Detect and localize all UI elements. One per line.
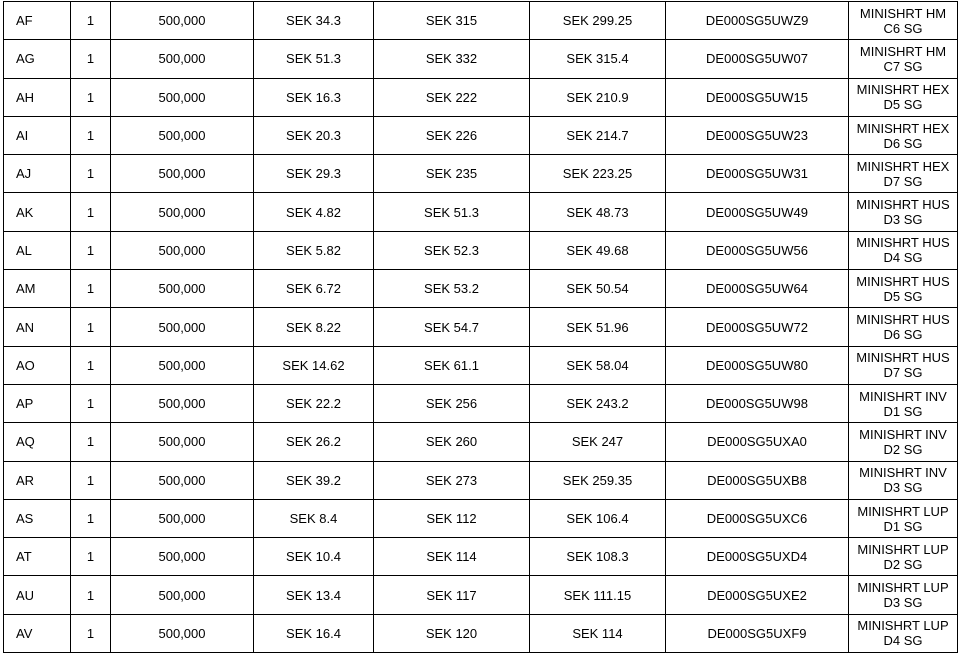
- cell-price-3: SEK 243.2: [530, 384, 666, 422]
- cell-code: AI: [4, 116, 71, 154]
- cell-ratio: 1: [71, 2, 111, 40]
- cell-ratio: 1: [71, 346, 111, 384]
- cell-price-2: SEK 61.1: [374, 346, 530, 384]
- cell-quantity: 500,000: [111, 155, 254, 193]
- cell-code: AK: [4, 193, 71, 231]
- cell-ratio: 1: [71, 423, 111, 461]
- table-row: [4, 461, 958, 499]
- cell-code: AP: [4, 384, 71, 422]
- cell-price-3: SEK 114: [530, 614, 666, 652]
- cell-price-2: SEK 256: [374, 384, 530, 422]
- table-row: [4, 538, 958, 576]
- table-body: [4, 2, 958, 653]
- cell-isin: DE000SG5UW98: [666, 384, 849, 422]
- cell-isin: DE000SG5UXD4: [666, 538, 849, 576]
- table-row: [4, 384, 958, 422]
- cell-price-3: SEK 50.54: [530, 270, 666, 308]
- cell-product-name: MINISHRT HUS D5 SG: [849, 270, 958, 308]
- table-row: [4, 116, 958, 154]
- cell-price-3: SEK 247: [530, 423, 666, 461]
- cell-product-name: MINISHRT HEX D6 SG: [849, 116, 958, 154]
- securities-table: [3, 1, 958, 653]
- cell-price-2: SEK 51.3: [374, 193, 530, 231]
- cell-price-3: SEK 51.96: [530, 308, 666, 346]
- cell-price-3: SEK 48.73: [530, 193, 666, 231]
- cell-ratio: 1: [71, 231, 111, 269]
- cell-price-2: SEK 54.7: [374, 308, 530, 346]
- cell-price-1: SEK 34.3: [254, 2, 374, 40]
- cell-ratio: 1: [71, 614, 111, 652]
- cell-price-1: SEK 8.4: [254, 499, 374, 537]
- table-row: [4, 231, 958, 269]
- cell-price-3: SEK 58.04: [530, 346, 666, 384]
- cell-product-name: MINISHRT LUP D3 SG: [849, 576, 958, 614]
- cell-isin: DE000SG5UXF9: [666, 614, 849, 652]
- table-row: [4, 614, 958, 652]
- cell-price-3: SEK 315.4: [530, 40, 666, 78]
- cell-ratio: 1: [71, 538, 111, 576]
- cell-ratio: 1: [71, 40, 111, 78]
- cell-product-name: MINISHRT INV D2 SG: [849, 423, 958, 461]
- cell-price-2: SEK 52.3: [374, 231, 530, 269]
- cell-price-2: SEK 112: [374, 499, 530, 537]
- cell-code: AQ: [4, 423, 71, 461]
- cell-isin: DE000SG5UXB8: [666, 461, 849, 499]
- cell-quantity: 500,000: [111, 78, 254, 116]
- cell-product-name: MINISHRT HUS D7 SG: [849, 346, 958, 384]
- cell-price-3: SEK 210.9: [530, 78, 666, 116]
- cell-price-2: SEK 315: [374, 2, 530, 40]
- cell-product-name: MINISHRT HM C6 SG: [849, 2, 958, 40]
- cell-ratio: 1: [71, 116, 111, 154]
- cell-quantity: 500,000: [111, 40, 254, 78]
- cell-code: AM: [4, 270, 71, 308]
- cell-quantity: 500,000: [111, 614, 254, 652]
- cell-price-3: SEK 106.4: [530, 499, 666, 537]
- cell-product-name: MINISHRT LUP D2 SG: [849, 538, 958, 576]
- cell-price-2: SEK 260: [374, 423, 530, 461]
- cell-price-3: SEK 223.25: [530, 155, 666, 193]
- cell-price-1: SEK 14.62: [254, 346, 374, 384]
- cell-code: AL: [4, 231, 71, 269]
- cell-product-name: MINISHRT HUS D3 SG: [849, 193, 958, 231]
- cell-price-3: SEK 259.35: [530, 461, 666, 499]
- table-row: [4, 270, 958, 308]
- cell-product-name: MINISHRT HEX D5 SG: [849, 78, 958, 116]
- cell-code: AJ: [4, 155, 71, 193]
- cell-price-1: SEK 16.3: [254, 78, 374, 116]
- table-row: [4, 155, 958, 193]
- cell-price-3: SEK 111.15: [530, 576, 666, 614]
- cell-price-2: SEK 235: [374, 155, 530, 193]
- cell-code: AR: [4, 461, 71, 499]
- cell-product-name: MINISHRT HUS D4 SG: [849, 231, 958, 269]
- cell-price-1: SEK 39.2: [254, 461, 374, 499]
- cell-ratio: 1: [71, 384, 111, 422]
- table-row: [4, 346, 958, 384]
- cell-product-name: MINISHRT LUP D1 SG: [849, 499, 958, 537]
- cell-ratio: 1: [71, 193, 111, 231]
- cell-price-1: SEK 13.4: [254, 576, 374, 614]
- cell-quantity: 500,000: [111, 384, 254, 422]
- cell-price-2: SEK 114: [374, 538, 530, 576]
- cell-isin: DE000SG5UXA0: [666, 423, 849, 461]
- cell-price-1: SEK 10.4: [254, 538, 374, 576]
- cell-product-name: MINISHRT HUS D6 SG: [849, 308, 958, 346]
- cell-code: AS: [4, 499, 71, 537]
- cell-code: AF: [4, 2, 71, 40]
- cell-isin: DE000SG5UXE2: [666, 576, 849, 614]
- cell-price-2: SEK 226: [374, 116, 530, 154]
- table-row: [4, 2, 958, 40]
- cell-quantity: 500,000: [111, 231, 254, 269]
- cell-isin: DE000SG5UW23: [666, 116, 849, 154]
- cell-quantity: 500,000: [111, 538, 254, 576]
- cell-ratio: 1: [71, 576, 111, 614]
- cell-quantity: 500,000: [111, 423, 254, 461]
- cell-price-3: SEK 299.25: [530, 2, 666, 40]
- cell-code: AG: [4, 40, 71, 78]
- table-row: [4, 193, 958, 231]
- cell-product-name: MINISHRT INV D3 SG: [849, 461, 958, 499]
- cell-ratio: 1: [71, 499, 111, 537]
- cell-isin: DE000SG5UWZ9: [666, 2, 849, 40]
- cell-price-1: SEK 6.72: [254, 270, 374, 308]
- cell-isin: DE000SG5UW31: [666, 155, 849, 193]
- cell-price-1: SEK 8.22: [254, 308, 374, 346]
- cell-quantity: 500,000: [111, 116, 254, 154]
- cell-code: AU: [4, 576, 71, 614]
- cell-code: AV: [4, 614, 71, 652]
- cell-quantity: 500,000: [111, 193, 254, 231]
- cell-price-1: SEK 20.3: [254, 116, 374, 154]
- cell-quantity: 500,000: [111, 308, 254, 346]
- cell-isin: DE000SG5UW56: [666, 231, 849, 269]
- cell-quantity: 500,000: [111, 576, 254, 614]
- cell-quantity: 500,000: [111, 346, 254, 384]
- cell-price-1: SEK 22.2: [254, 384, 374, 422]
- table-row: [4, 499, 958, 537]
- cell-code: AH: [4, 78, 71, 116]
- cell-quantity: 500,000: [111, 461, 254, 499]
- cell-price-2: SEK 120: [374, 614, 530, 652]
- cell-price-1: SEK 51.3: [254, 40, 374, 78]
- cell-price-2: SEK 332: [374, 40, 530, 78]
- cell-price-3: SEK 108.3: [530, 538, 666, 576]
- table-row: [4, 308, 958, 346]
- cell-product-name: MINISHRT LUP D4 SG: [849, 614, 958, 652]
- table-row: [4, 40, 958, 78]
- cell-ratio: 1: [71, 308, 111, 346]
- cell-isin: DE000SG5UW07: [666, 40, 849, 78]
- table-row: [4, 576, 958, 614]
- cell-price-1: SEK 4.82: [254, 193, 374, 231]
- cell-code: AT: [4, 538, 71, 576]
- cell-ratio: 1: [71, 155, 111, 193]
- cell-price-3: SEK 214.7: [530, 116, 666, 154]
- cell-isin: DE000SG5UXC6: [666, 499, 849, 537]
- cell-isin: DE000SG5UW80: [666, 346, 849, 384]
- cell-quantity: 500,000: [111, 270, 254, 308]
- cell-ratio: 1: [71, 461, 111, 499]
- cell-price-1: SEK 5.82: [254, 231, 374, 269]
- table-row: [4, 78, 958, 116]
- cell-price-2: SEK 222: [374, 78, 530, 116]
- cell-price-1: SEK 29.3: [254, 155, 374, 193]
- cell-code: AO: [4, 346, 71, 384]
- cell-price-1: SEK 26.2: [254, 423, 374, 461]
- cell-price-2: SEK 117: [374, 576, 530, 614]
- cell-isin: DE000SG5UW72: [666, 308, 849, 346]
- cell-product-name: MINISHRT INV D1 SG: [849, 384, 958, 422]
- cell-price-2: SEK 53.2: [374, 270, 530, 308]
- table-row: [4, 423, 958, 461]
- cell-product-name: MINISHRT HM C7 SG: [849, 40, 958, 78]
- cell-isin: DE000SG5UW49: [666, 193, 849, 231]
- cell-ratio: 1: [71, 270, 111, 308]
- cell-product-name: MINISHRT HEX D7 SG: [849, 155, 958, 193]
- cell-ratio: 1: [71, 78, 111, 116]
- cell-price-2: SEK 273: [374, 461, 530, 499]
- cell-code: AN: [4, 308, 71, 346]
- cell-isin: DE000SG5UW64: [666, 270, 849, 308]
- cell-quantity: 500,000: [111, 499, 254, 537]
- cell-isin: DE000SG5UW15: [666, 78, 849, 116]
- cell-quantity: 500,000: [111, 2, 254, 40]
- cell-price-1: SEK 16.4: [254, 614, 374, 652]
- cell-price-3: SEK 49.68: [530, 231, 666, 269]
